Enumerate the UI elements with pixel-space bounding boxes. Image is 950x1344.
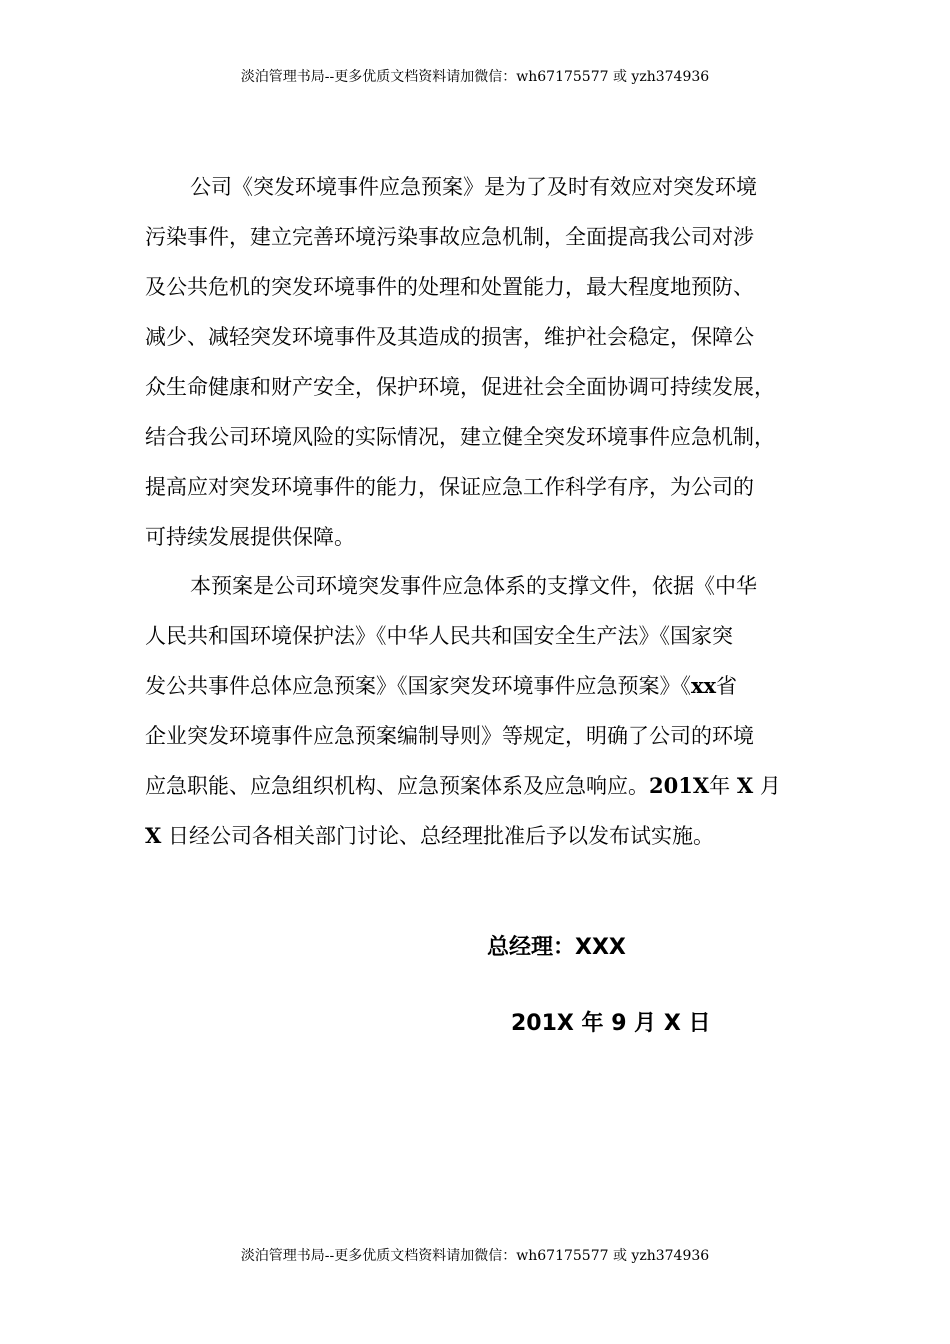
text-run: 省 — [716, 674, 738, 698]
bold-text-run: xx — [691, 673, 717, 698]
paragraph-line: 人民共和国环境保护法》《中华人民共和国安全生产法》《国家突 — [145, 624, 733, 648]
text-run: 年 — [709, 774, 731, 798]
paragraph-line — [145, 811, 825, 861]
paragraph-basis — [145, 561, 825, 861]
bold-day: X — [145, 823, 162, 848]
text-run: 发公共事件总体应急预案》《国家突发环境事件应急预案》《 — [145, 674, 691, 698]
paragraph-line: 减少、减轻突发环境事件及其造成的损害，维护社会稳定，保障公 — [145, 325, 754, 349]
paragraph-line — [145, 661, 825, 711]
bold-month: X — [736, 773, 754, 798]
paragraph-line: 公司《突发环境事件应急预案》是为了及时有效应对突发环境 — [190, 175, 757, 199]
paragraph-line — [145, 761, 825, 811]
bold-year: 201X — [649, 773, 710, 798]
paragraph-line: 提高应对突发环境事件的能力，保证应急工作科学有序，为公司的 — [145, 475, 754, 499]
page-footer: 淡泊管理书局--更多优质文档资料请加微信：wh67175577 或 yzh374936 — [240, 1248, 710, 1264]
paragraph-line: 众生命健康和财产安全，保护环境，促进社会全面协调可持续发展， — [145, 375, 775, 399]
paragraph-line: 及公共危机的突发环境事件的处理和处置能力，最大程度地预防、 — [145, 275, 754, 299]
paragraph-line: 可持续发展提供保障。 — [145, 525, 355, 549]
paragraph-line: 本预案是公司环境突发事件应急体系的支撑文件，依据《中华 — [190, 574, 757, 598]
signature-title: 总经理：XXX — [487, 935, 626, 960]
text-run: 日经公司各相关部门讨论、总经理批准后予以发布试实施。 — [167, 824, 714, 848]
text-run: 月 — [759, 774, 781, 798]
signature-date: 201X 年 9 月 X 日 — [511, 1011, 711, 1036]
paragraph-line: 结合我公司环境风险的实际情况，建立健全突发环境事件应急机制， — [145, 425, 775, 449]
paragraph-line: 污染事件，建立完善环境污染事故应急机制，全面提高我公司对涉 — [145, 225, 754, 249]
page-header: 淡泊管理书局--更多优质文档资料请加微信：wh67175577 或 yzh374936 — [240, 69, 710, 85]
paragraph-purpose — [145, 162, 825, 562]
paragraph-line: 企业突发环境事件应急预案编制导则》等规定，明确了公司的环境 — [145, 724, 754, 748]
text-run: 应急职能、应急组织机构、应急预案体系及应急响应。 — [145, 774, 649, 798]
